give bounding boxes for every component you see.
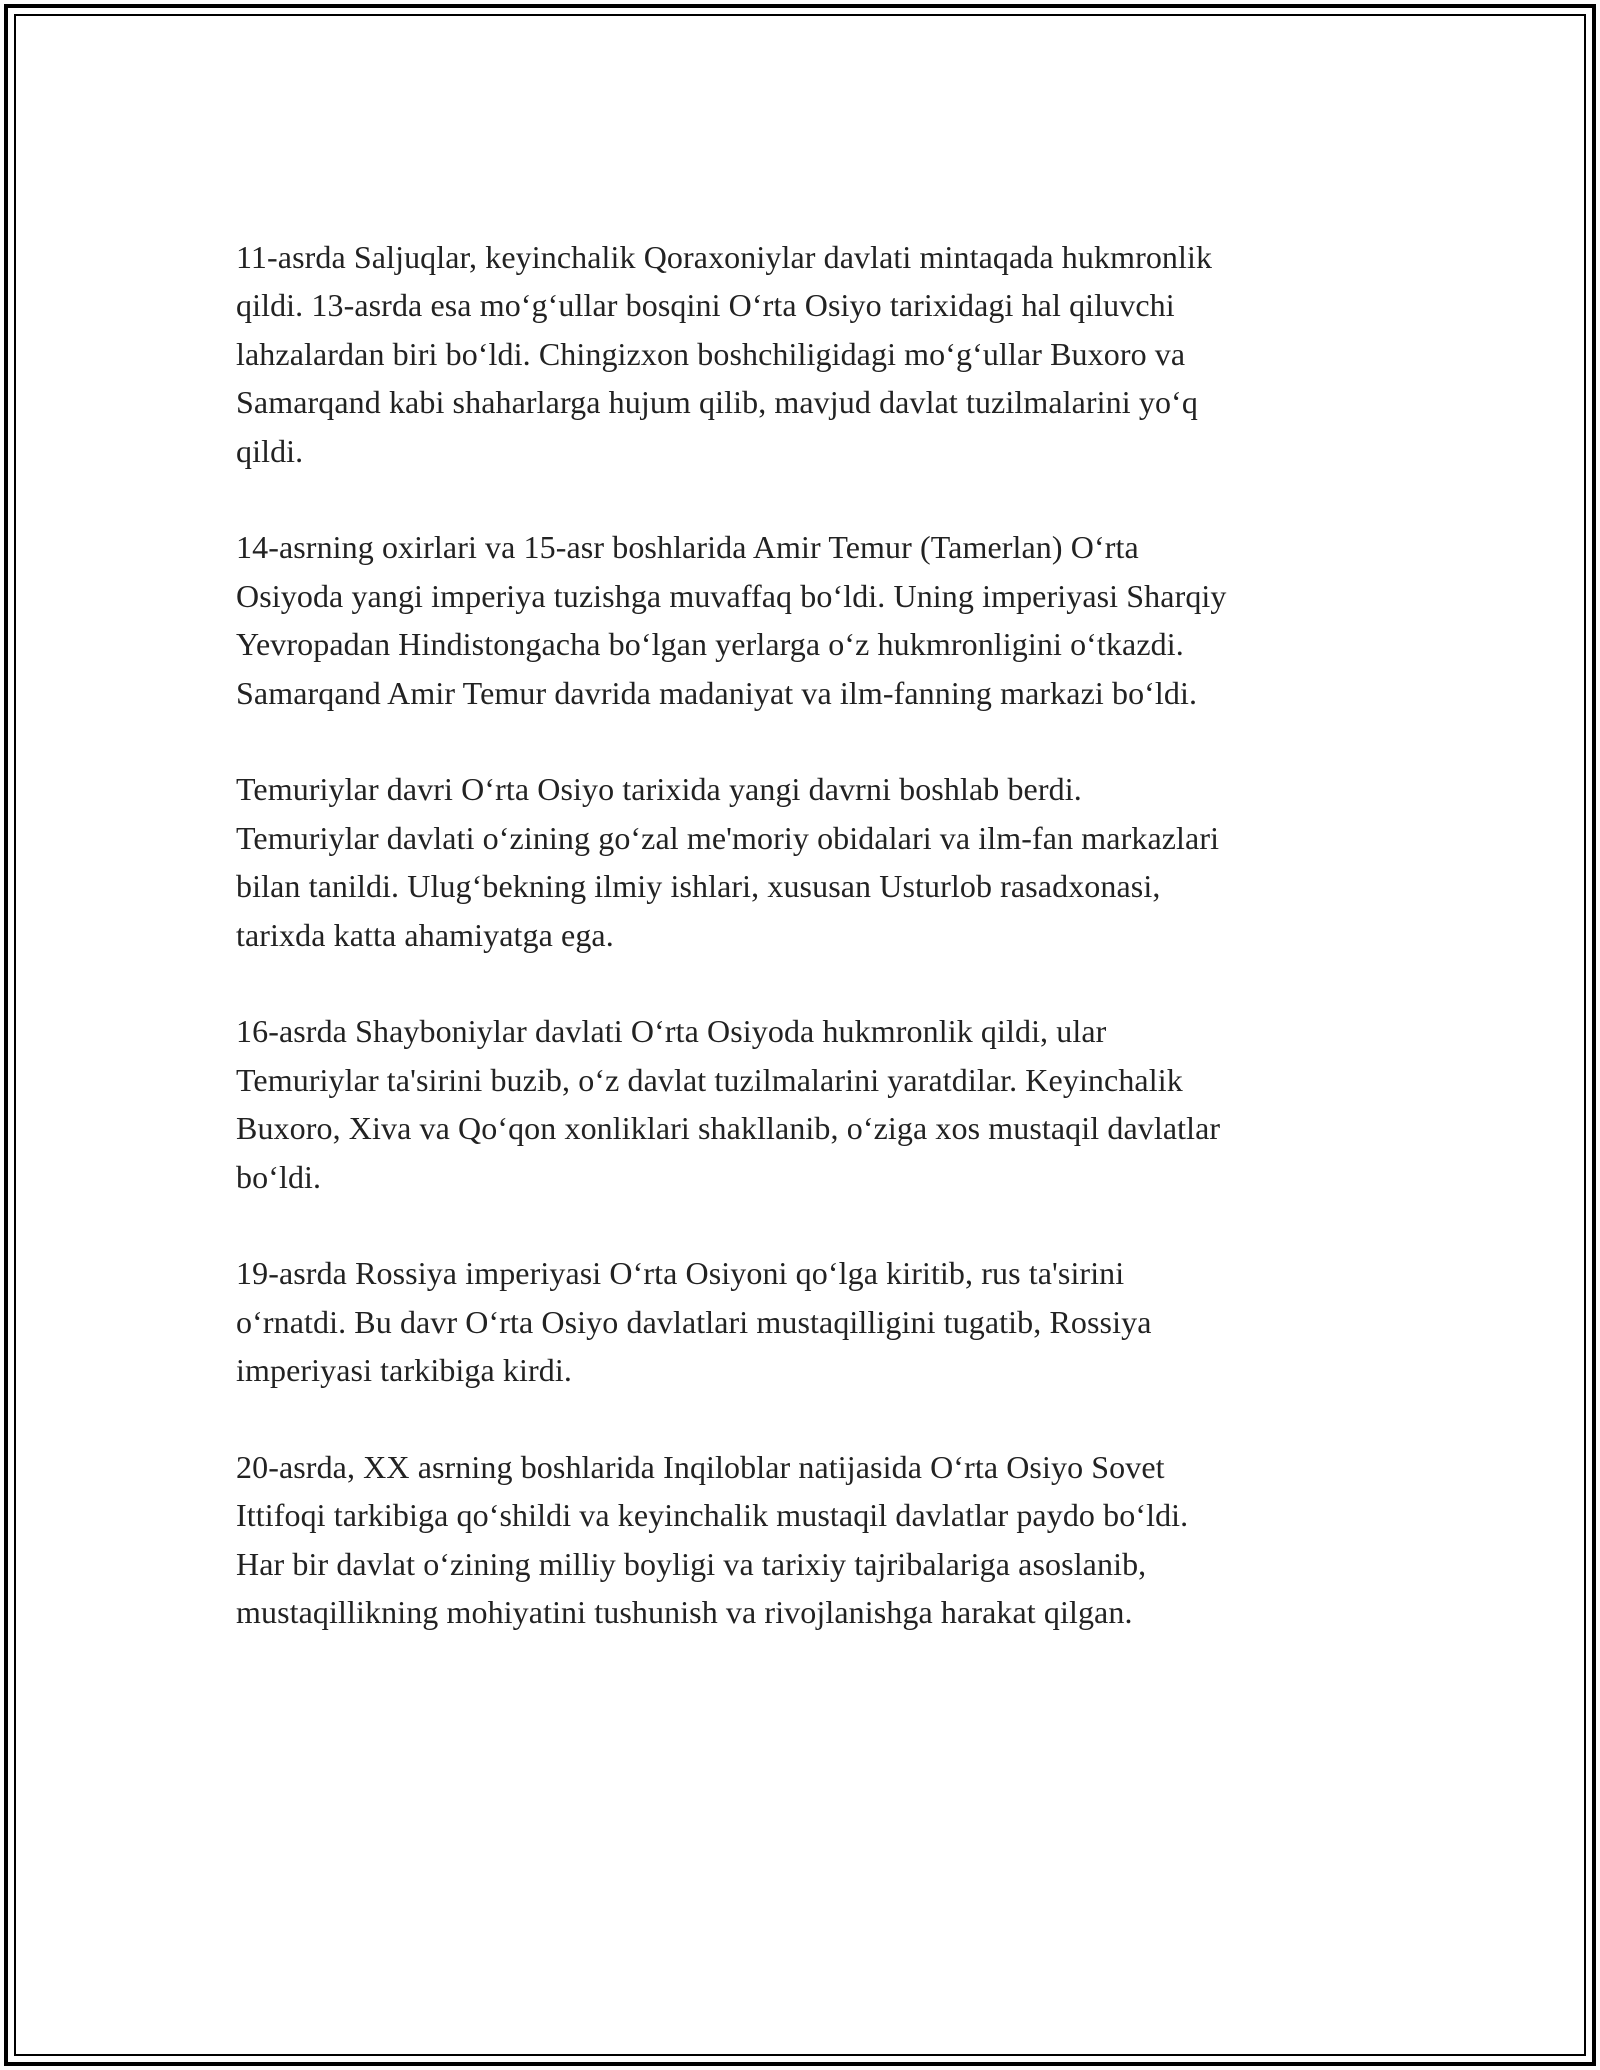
paragraph-seljuks-mongols: 11-asrda Saljuqlar, keyinchalik Qoraxoniylar davlati mintaqada hukmronlik qildi. 13-asrda esa mo‘g‘ullar bosqini O‘rta Osiyo tarixidagi hal qiluvchi lahzalardan biri bo‘ldi. Chingizxon boshchiligidagi mo‘g‘ullar Buxoro va Samarqand kabi shaharlarga hujum qilib, mavjud davlat tuzilmalarini yo‘q qildi. xyxy=(236,239,1213,469)
paragraph-shaybanids: 16-asrda Shayboniylar davlati O‘rta Osiyoda hukmronlik qildi, ular Temuriylar ta'sirini buzib, o‘z davlat tuzilmalarini yaratdilar. Keyinchalik Buxoro, Xiva va Qo‘qon xonliklari shakllanib, o‘ziga xos mustaqil davlatlar bo‘ldi. xyxy=(236,1013,1221,1195)
paragraph-timurids: Temuriylar davri O‘rta Osiyo tarixida yangi davrni boshlab berdi. Temuriylar davlati o‘zining go‘zal me'moriy obidalari va ilm-fan markazlari bilan tanildi. Ulug‘bekning ilmiy ishlari, xususan Usturlob rasadxonasi, tarixda katta ahamiyatga ega. xyxy=(236,771,1220,953)
paragraph-amir-temur: 14-asrning oxirlari va 15-asr boshlarida Amir Temur (Tamerlan) O‘rta Osiyoda yangi imperiya tuzishga muvaffaq bo‘ldi. Uning imperiyasi Sharqiy Yevropadan Hindistongacha bo‘lgan yerlarga o‘z hukmronligini o‘tkazdi. Samarqand Amir Temur davrida madaniyat va ilm-fanning markazi bo‘ldi. xyxy=(236,529,1227,711)
paragraph-soviet-independence: 20-asrda, XX asrning boshlarida Inqiloblar natijasida O‘rta Osiyo Sovet Ittifoqi tarkibiga qo‘shildi va keyinchalik mustaqil davlatlar paydo bo‘ldi. Har bir davlat o‘zining milliy boyligi va tarixiy tajribalariga asoslanib, mustaqillikning mohiyatini tushunish va rivojlanishga harakat qilgan. xyxy=(236,1449,1189,1631)
document-body xyxy=(236,233,1376,1685)
paragraph-russian-empire: 19-asrda Rossiya imperiyasi O‘rta Osiyoni qo‘lga kiritib, rus ta'sirini o‘rnatdi. Bu davr O‘rta Osiyo davlatlari mustaqilligini tugatib, Rossiya imperiyasi tarkibiga kirdi. xyxy=(236,1255,1152,1389)
